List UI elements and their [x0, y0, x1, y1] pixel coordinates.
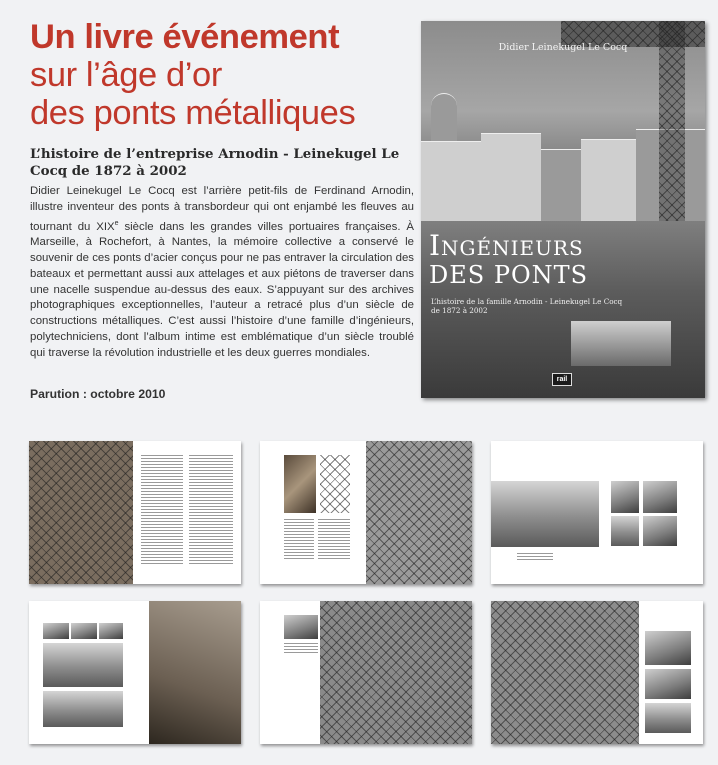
headline-line-2: sur l’âge d’or [30, 56, 222, 94]
book-spread-4 [29, 601, 241, 744]
cover-dome [431, 93, 457, 143]
cover-gondola [571, 321, 671, 366]
body-superscript: e [114, 219, 119, 227]
spread-text-block [284, 643, 318, 653]
spread-photo [149, 601, 241, 744]
spread-photo [611, 516, 639, 546]
publisher-logo: rail [552, 373, 572, 386]
spread-photo [645, 631, 691, 665]
spread-photo [611, 481, 639, 513]
spread-photo [71, 623, 97, 639]
cover-building [481, 133, 541, 221]
spread-photo [320, 455, 350, 513]
book-spread-6 [491, 601, 703, 744]
spread-photo [29, 441, 133, 584]
headline-line-3: des ponts métalliques [30, 94, 356, 132]
spread-photo [366, 441, 472, 584]
spread-photo [43, 691, 123, 727]
cover-building [541, 149, 581, 221]
spread-photo [284, 455, 316, 513]
spread-photo [643, 481, 677, 513]
body-text-part-2: siècle dans les grandes villes portuaires françaises. À Marseille, à Rochefort, à Nantes, la mémoire collective a conservé le souvenir de ces ponts d’acier conçus pour ne pas entraver la circulation des bateaux et permettant aussi aux attelages et aux piétons de traverser dans une nacelle suspendue au-dessus des eaux. S’appuyant sur des archives photographiques exceptionnelles, l’auteur a retracé plus d’un siècle de constructions métalliques. C’est aussi l’histoire d’une famille d’ingénieurs, polytechniciens, dont l’album intime est emblématique d’un siècle troublé qui traverse la révolution industrielle et les deux guerres mondiales. [30, 220, 414, 359]
spread-photo [43, 623, 69, 639]
article-body [30, 184, 414, 362]
book-spread-1 [29, 441, 241, 584]
spread-text-block [141, 455, 183, 565]
book-spread-3 [491, 441, 703, 584]
spread-photo [491, 601, 639, 744]
spread-photo [643, 516, 677, 546]
cover-subtitle-line-2: de 1872 à 2002 [431, 306, 488, 315]
cover-author: Didier Leinekugel Le Cocq [498, 42, 628, 53]
cover-building [421, 141, 481, 221]
spread-text-block [318, 519, 350, 559]
spread-photo [43, 643, 123, 687]
spread-text-block [517, 553, 553, 561]
publication-date: Parution : octobre 2010 [30, 387, 166, 401]
article-subtitle: L’histoire de l’entreprise Arnodin - Leinekugel Le Cocq de 1872 à 2002 [30, 146, 400, 179]
book-spread-5 [260, 601, 472, 744]
cover-subtitle [431, 297, 631, 315]
spread-photo [284, 615, 318, 639]
book-spread-2 [260, 441, 472, 584]
spread-photo [645, 669, 691, 699]
cover-subtitle-line-1: L’histoire de la famille Arnodin - Leinekugel Le Cocq [431, 297, 623, 306]
spread-text-block [189, 455, 233, 565]
headline-line-1: Un livre événement [30, 18, 340, 56]
cover-title-line-1: Ingénieurs [429, 229, 584, 262]
spread-photo [491, 481, 599, 547]
spread-photo [645, 703, 691, 733]
spread-text-block [284, 519, 314, 559]
cover-title-line-2: DES PONTS [429, 261, 589, 289]
spread-photo [320, 601, 472, 744]
body-text-part-1: Didier Leinekugel Le Cocq est l’arrière petit-fils de Ferdinand Arnodin, illustre inventeur des ponts à transbordeur qui ont enjambé les fleuves au tournant du XIX [30, 185, 414, 233]
headline [30, 18, 410, 132]
spread-photo [99, 623, 123, 639]
cover-building [581, 139, 636, 221]
book-cover [421, 21, 705, 398]
